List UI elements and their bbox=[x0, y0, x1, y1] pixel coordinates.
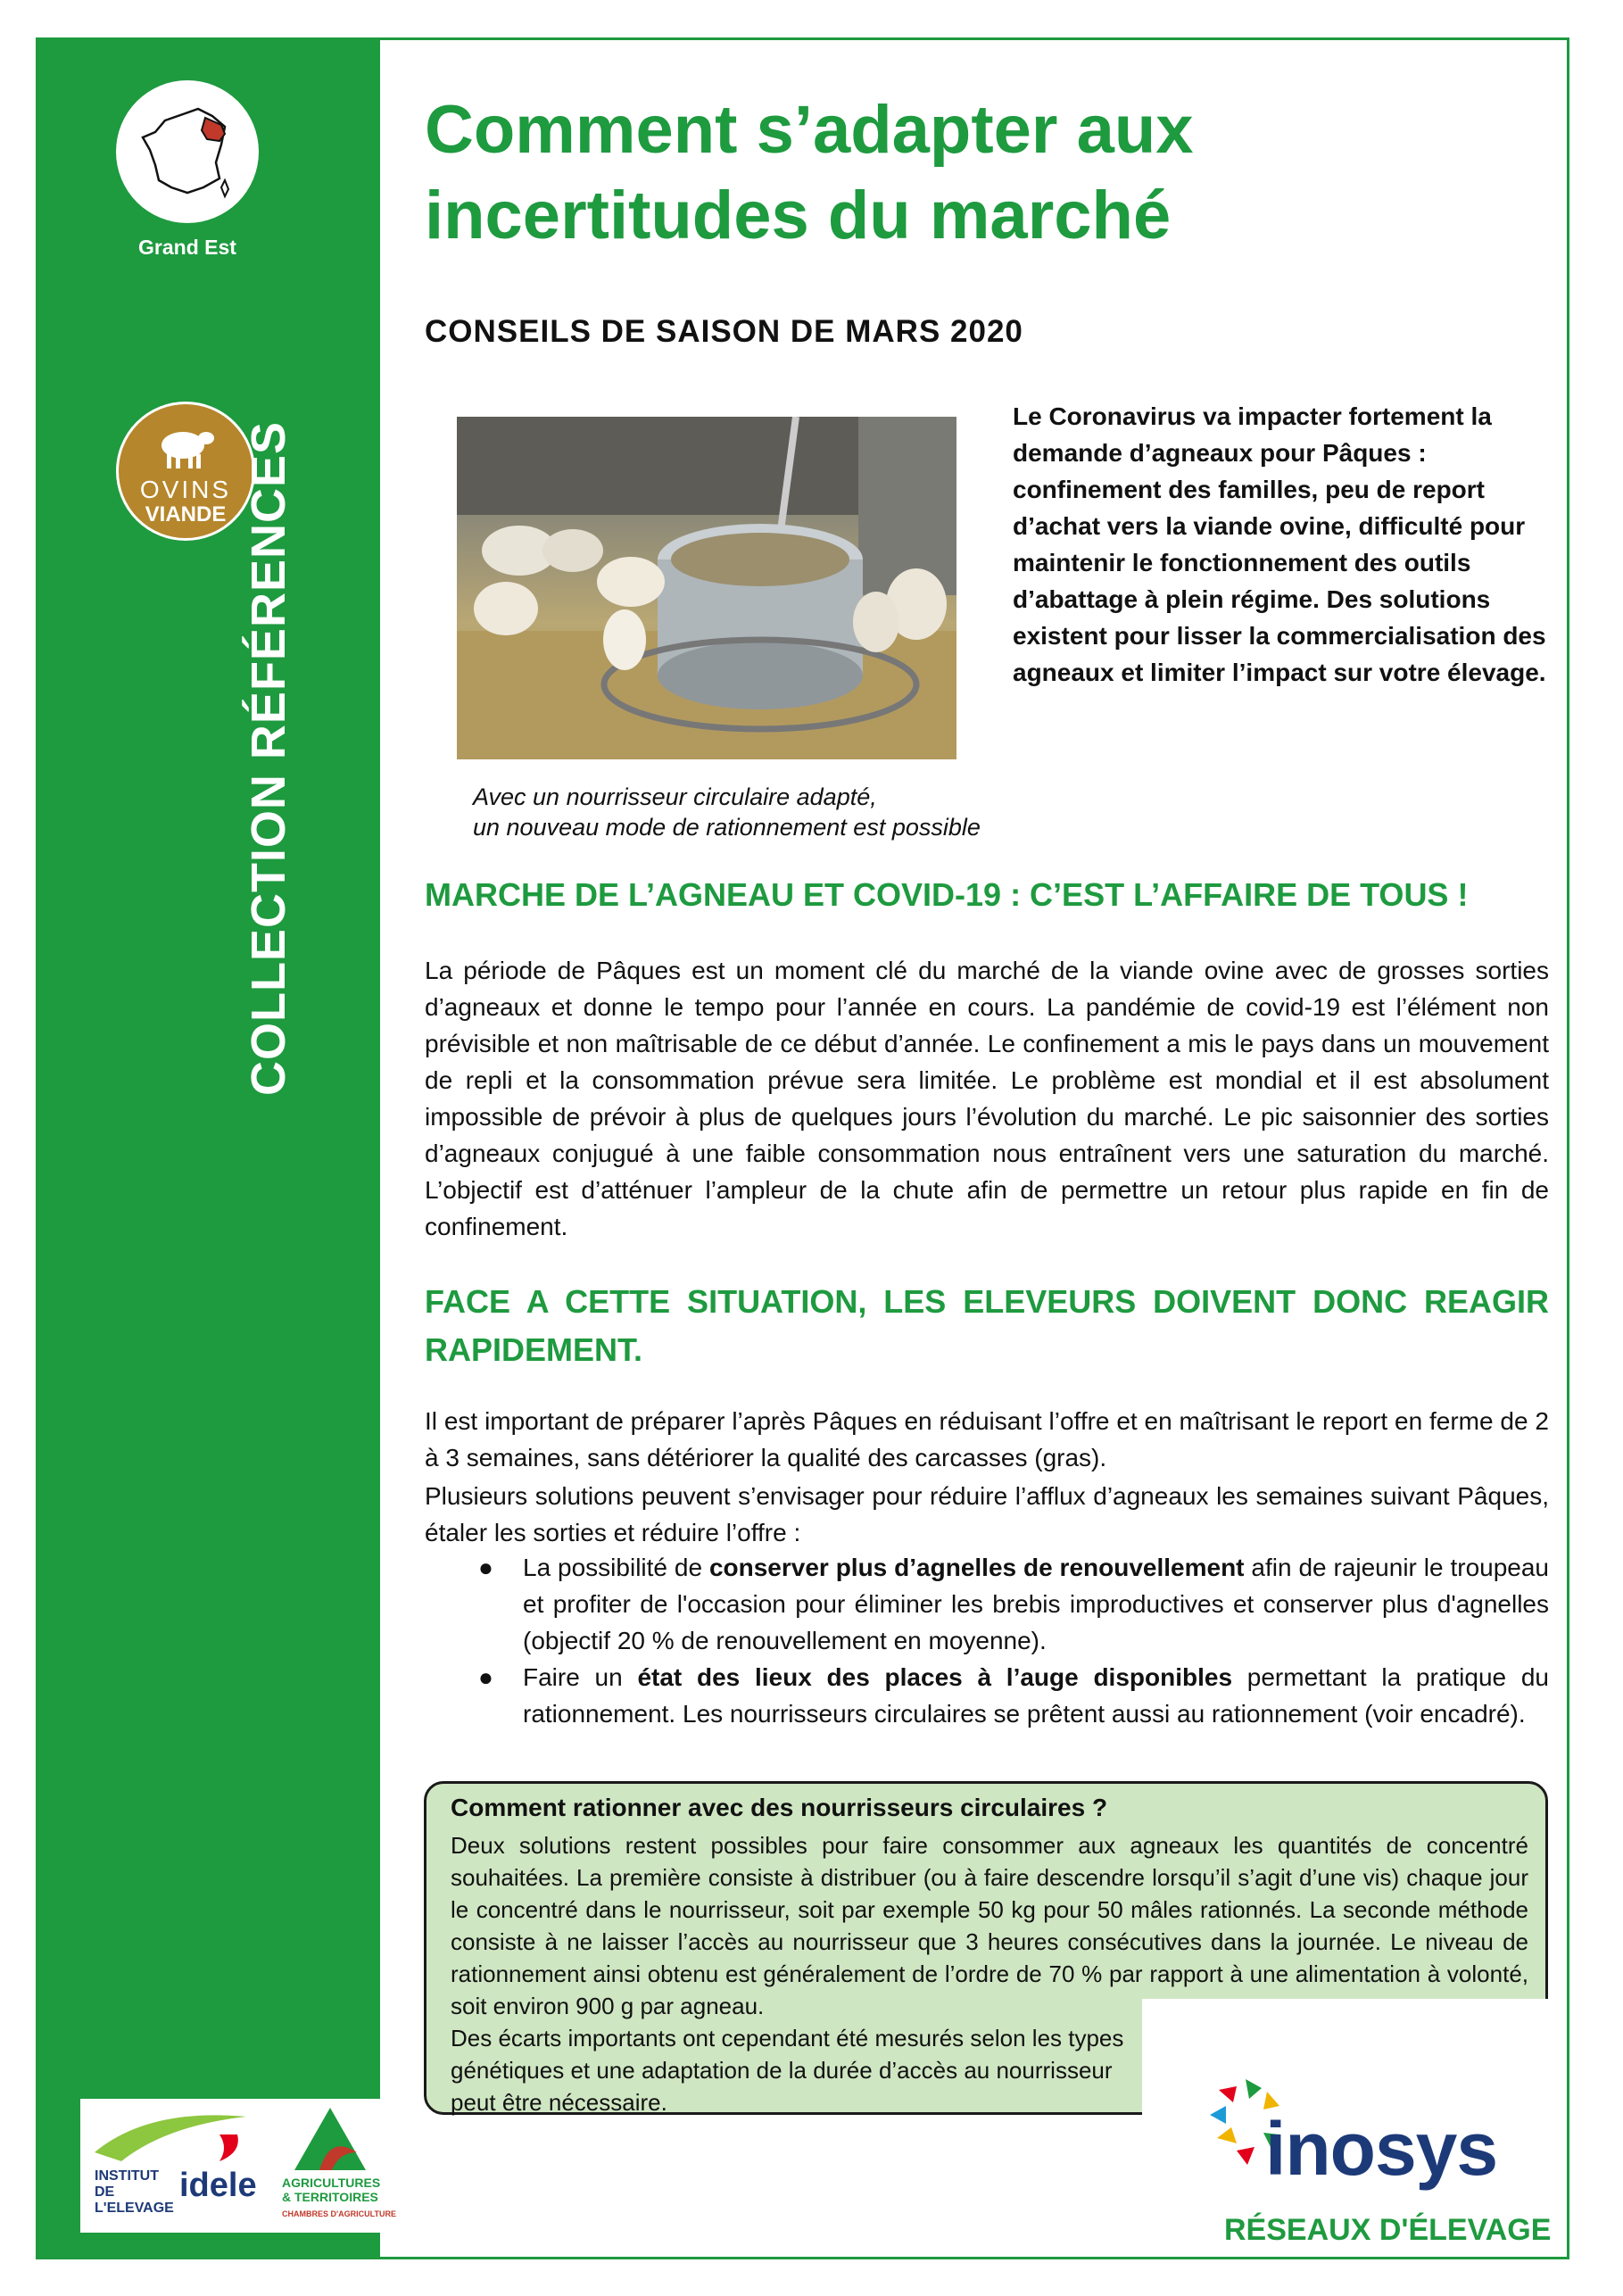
idele-line1: INSTITUT DE bbox=[95, 2168, 159, 2200]
box-title: Comment rationner avec des nourrisseurs circulaires ? bbox=[451, 1794, 1108, 1821]
intro-paragraph: Le Coronavirus va impacter fortement la demande d’agneaux pour Pâques : confinement des familles, peu de report d’achat vers la viande ovine, difficulté pour maintenir le fonctionnement des outils d’abattage à plein régime. Des solutions existent pour lisser la commercialisation des agneaux et limiter l’impact sur votre élevage. bbox=[1013, 402, 1546, 686]
photo-caption bbox=[473, 782, 1097, 842]
page-title bbox=[425, 87, 1495, 259]
box-body: Deux solutions restent possibles pour faire consommer aux agneaux les quantités de concentré souhaitées. La première consiste à distribuer (ou à faire descendre lorsqu’il s’agit d’une vis) chaque jour le concentré dans le nourrisseur, soit par exemple 50 kg pour 50 mâles rationnés. La seconde méthode consiste à ne laisser l’accès au nourrisseur que 3 heures consécutives dans la journée. Le niveau de rationnement ainsi obtenu est généralement de l’ordre de 70 % par rapport à une alimentation à volonté, soit environ 900 g par agneau. bbox=[451, 1832, 1528, 2019]
badge-viande-text: VIANDE bbox=[145, 502, 227, 526]
chambres-line1: AGRICULTURES bbox=[282, 2176, 381, 2190]
title-line-1: Comment s’adapter aux bbox=[425, 92, 1194, 168]
idele-line2: L'ELEVAGE bbox=[95, 2201, 174, 2216]
sheep-icon bbox=[154, 424, 219, 472]
collection-label: COLLECTION RÉFÉRENCES bbox=[242, 421, 295, 1097]
region-badge bbox=[116, 80, 259, 223]
section-body-react-1: Il est important de préparer l’après Pâques en réduisant l’offre et en maîtrisant le report en ferme de 2 à 3 semaines, sans détériorer la qualité des carcasses (gras). bbox=[425, 1407, 1549, 1471]
bullet-icon: ● bbox=[478, 1663, 493, 1691]
page-subtitle: CONSEILS DE SAISON DE MARS 2020 bbox=[425, 314, 1023, 349]
badge-ovins-text: OVINS bbox=[139, 476, 232, 503]
title-line-2: incertitudes du marché bbox=[425, 178, 1172, 253]
region-label: Grand Est bbox=[138, 236, 236, 259]
bullet-text: Faire un bbox=[523, 1663, 638, 1691]
chambres-text bbox=[282, 2176, 398, 2204]
lambs-feeder-illustration bbox=[457, 417, 956, 759]
reseaux-elevage-label: RÉSEAUX D'ÉLEVAGE bbox=[1224, 2213, 1552, 2247]
section-heading-react: FACE A CETTE SITUATION, LES ELEVEURS DOIVENT DONC REAGIR RAPIDEMENT. bbox=[425, 1283, 1549, 1368]
bullet-text: La possibilité de bbox=[523, 1554, 709, 1581]
solutions-list bbox=[425, 1549, 1549, 1732]
idele-logo bbox=[86, 2099, 264, 2228]
chambres-agriculture-logo bbox=[277, 2099, 406, 2228]
list-item bbox=[425, 1659, 1549, 1732]
caption-line-1: Avec un nourrisseur circulaire adapté, bbox=[473, 783, 877, 810]
chambres-line2: & TERRITOIRES bbox=[282, 2190, 378, 2204]
section-body-react-2: Plusieurs solutions peuvent s’envisager pour réduire l’afflux d’agneaux les semaines suivant Pâques, étaler les sorties et réduire l’offre : bbox=[425, 1482, 1549, 1546]
box-tail: Des écarts importants ont cependant été mesurés selon les types génétiques et une adaptation de la durée d’accès au nourrisseur peut être nécessaire. bbox=[451, 2025, 1124, 2116]
idele-swoosh-icon bbox=[86, 2099, 264, 2163]
list-item bbox=[425, 1549, 1549, 1659]
inosys-wordmark: inosys bbox=[1265, 2107, 1498, 2191]
caption-line-2: un nouveau mode de rationnement est possible bbox=[473, 814, 981, 841]
chambres-agriculture-icon bbox=[277, 2099, 402, 2174]
france-map-icon bbox=[116, 80, 259, 223]
section-heading-market: MARCHE DE L’AGNEAU ET COVID-19 : C’EST L’AFFAIRE DE TOUS ! bbox=[425, 876, 1469, 913]
idele-word: idele bbox=[179, 2167, 257, 2204]
sidebar bbox=[36, 37, 396, 2259]
bullet-emphasis: conserver plus d’agnelles de renouvellement bbox=[708, 1554, 1245, 1581]
idele-institute-text bbox=[95, 2168, 175, 2217]
section-body-market: La période de Pâques est un moment clé du marché de la viande ovine avec de grosses sorties d’agneaux et donne le tempo pour l’année en cours. La pandémie de covid-19 est l’élément non prévisible et non maîtrisable de ce début d’année. Le confinement a mis le pays dans un mouvement de repli et la consommation prévue sera limitée. Le problème est mondial et il est absolument impossible de prévoir à plus de quelques jours l’évolution du marché. Le pic saisonnier des sorties d’agneaux conjugué à une faible consommation nous entraînent vers une saturation du marché. L’objectif est d’atténuer l’ampleur de la chute afin de permettre un retour plus rapide en fin de confinement. bbox=[425, 957, 1549, 1240]
lambs-feeder-photo bbox=[457, 417, 956, 759]
bullet-text: afin de rajeunir le troupeau et profiter de l'occasion pour éliminer les brebis improductives et conserver plus d'agnelles (objectif 20 % de renouvellement en moyenne). bbox=[523, 1554, 1549, 1654]
chambres-subtext: CHAMBRES D'AGRICULTURE bbox=[282, 2209, 396, 2218]
bullet-icon: ● bbox=[478, 1554, 493, 1581]
ovins-viande-badge bbox=[116, 402, 255, 541]
bullet-text: permettant la pratique du rationnement. Les nourrisseurs circulaires se prêtent aussi au rationnement (voir encadré). bbox=[523, 1663, 1550, 1728]
partner-logos bbox=[80, 2099, 410, 2233]
bullet-emphasis: état des lieux des places à l’auge disponibles bbox=[637, 1663, 1233, 1691]
